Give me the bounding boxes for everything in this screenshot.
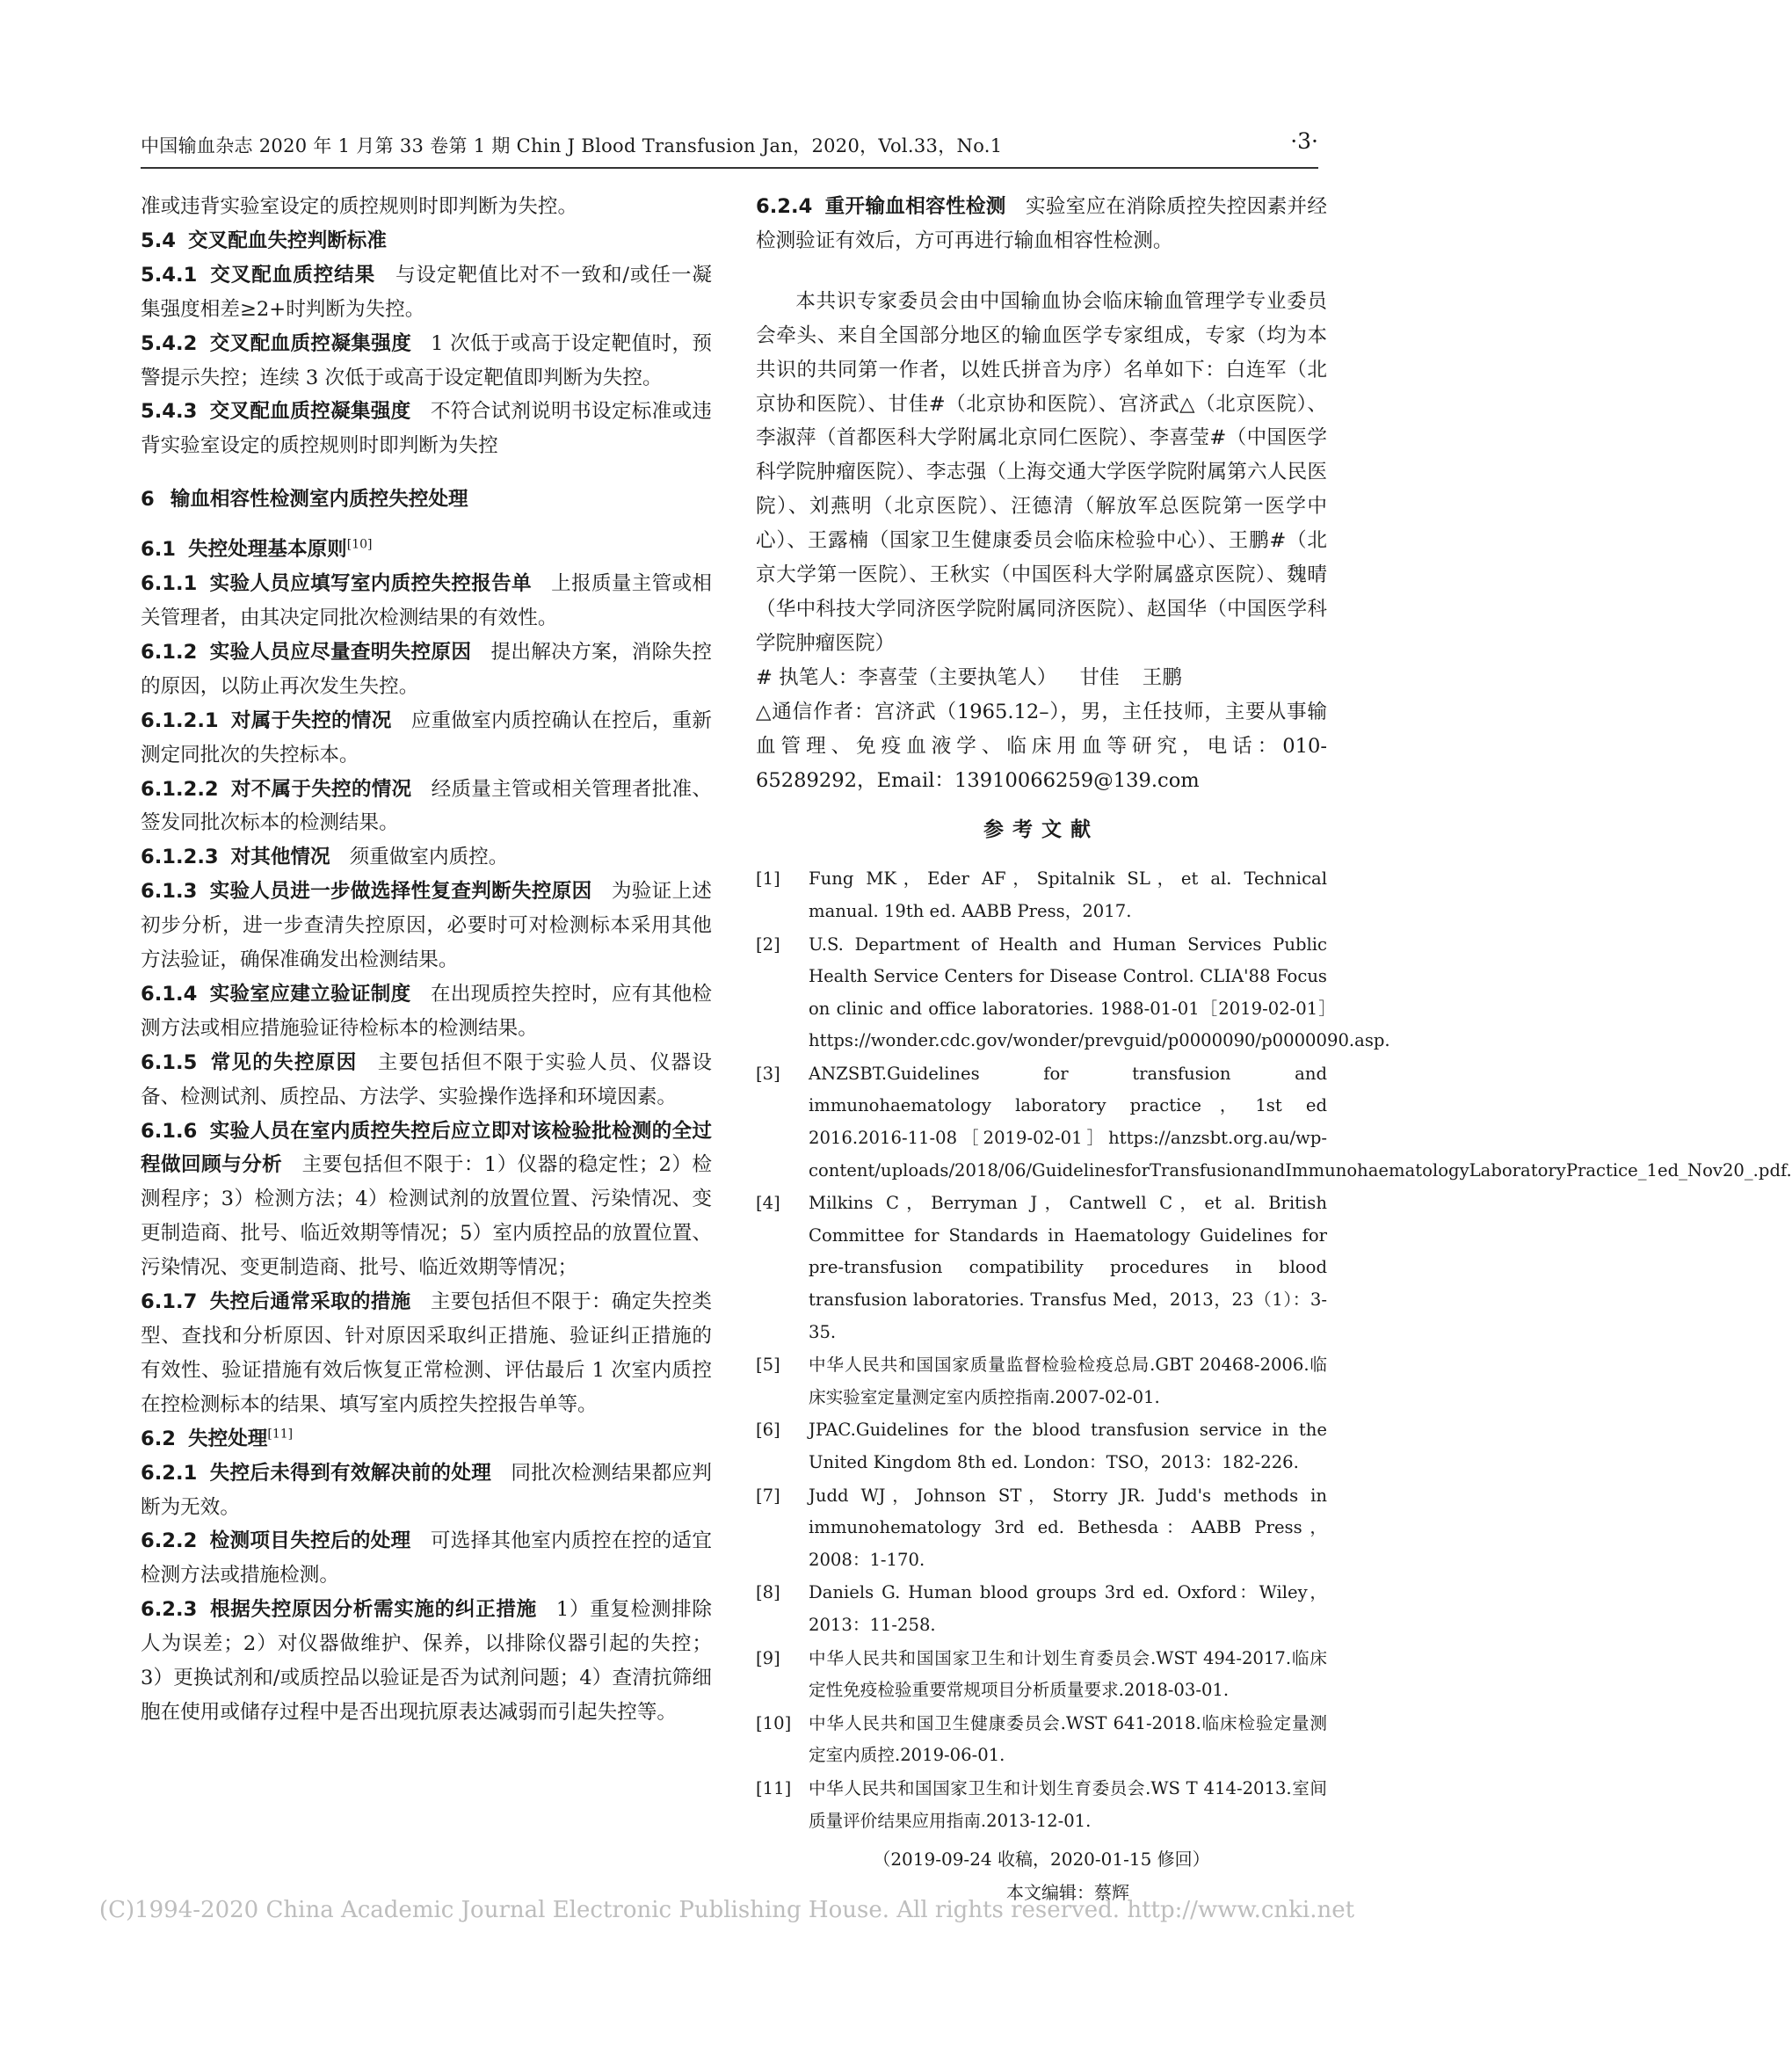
reference-item [756,929,1390,1057]
reference-item [756,863,1327,927]
section-text: 主要包括但不限于：1）仪器的稳定性；2）检测程序；3）检测方法；4）检测试剂的放置位置、污染情况、变更制造商、批号、临近效期等情况；5）室内质控品的放置位置、污染情况、变更制造商、批号、临近效期等情况； [141,1153,712,1280]
section-number: 6.1.2.3 [141,846,219,869]
copyright-footer: (C)1994-2020 China Academic Journal Electronic Publishing House. All rights reserved. http://www.cnki.net [98,1897,1355,1923]
citation-ref: [11] [267,1427,294,1442]
reference-number: [1] [756,868,780,890]
section-text: 提出解决方案，消除失控的原因，以防止再次发生失控。 [141,640,713,698]
section-text: 在出现质控失控时，应有其他检测方法或相应措施验证待检标本的检测结果。 [141,982,713,1040]
section-number: 6.1.6 [141,1119,198,1143]
reference-text: Milkins C，Berryman J，Cantwell C，et al. British Committee for Standards in Haematology Guidelines for pre-transfusion compatibility procedures in blood transfusion laboratories. Transfus Med，2013，23（1）：3-35. [809,1193,1327,1342]
section-title: 失控后未得到有效解决前的处理 [209,1461,492,1485]
section-title: 输血相容性检测室内质控失控处理 [170,488,468,512]
reference-item [756,1188,1327,1348]
section-number: 5.4.1 [141,263,198,287]
reference-text: Daniels G. Human blood groups 3rd ed. Oxford：Wiley，2013：11-258. [809,1582,1327,1635]
reference-text: 中华人民共和国国家卫生和计划生育委员会.WST 494-2017.临床定性免疫检验重要常规项目分析质量要求.2018-03-01. [809,1647,1327,1701]
section-text: 应重做室内质控确认在控后，重新测定同批次的失控标本。 [141,708,713,766]
section-number: 6.2.1 [141,1461,198,1485]
section-title: 失控后通常采取的措施 [209,1290,411,1314]
section-title: 对属于失控的情况 [230,708,392,732]
writers-line [756,661,1327,695]
section-number: 6.1.7 [141,1290,198,1314]
section-text: 主要包括但不限于：确定失控类型、查找和分析原因、针对原因采取纠正措施、验证纠正措施的有效性、验证措施有效后恢复正常检测、评估最后 1 次室内质控在控检测标本的结果、填写室内质控失控报告单等。 [141,1290,713,1416]
section-6-1-5 [141,1046,712,1115]
section-title: 实验人员在室内质控失控后应立即对该检验批检测的全过程做回顾与分析 [141,1119,712,1177]
section-6-1-2-1 [141,704,712,773]
paragraph-continuation: 准或违背实验室设定的质控规则时即判断为失控。 [141,195,578,218]
reference-item [756,1349,1327,1413]
section-number: 5.4.3 [141,400,198,424]
section-6-1-1 [141,567,712,636]
section-text: 实验室应在消除质控失控因素并经检测验证有效后，方可再进行输血相容性检测。 [756,195,1328,252]
running-header [141,128,1318,163]
section-text: 上报质量主管或相关管理者，由其决定同批次检测结果的有效性。 [141,572,713,629]
section-text: 1）重复检测排除人为误差；2）对仪器做维护、保养，以排除仪器引起的失控；3）更换试剂和/或质控品以验证是否为试剂问题；4）查清抗筛细胞在使用或储存过程中是否出现抗原表达减弱而引起失控等。 [141,1598,713,1724]
journal-citation: 中国输血杂志 2020 年 1 月第 33 卷第 1 期 Chin J Blood Transfusion Jan，2020，Vol.33，No.1 [141,135,1003,156]
section-5-4-1 [141,258,712,327]
reference-text: 中华人民共和国卫生健康委员会.WST 641-2018.临床检验定量测定室内质控.2019-06-01. [809,1712,1327,1766]
section-6-2-2 [141,1524,712,1593]
section-number: 6.1.2 [141,640,198,664]
section-text: 主要包括但不限于实验人员、仪器设备、检测试剂、质控品、方法学、实验操作选择和环境因素。 [141,1050,712,1108]
editor-line: 本文编辑：蔡辉 [1006,1882,1129,1904]
reference-item [756,1414,1327,1478]
section-number: 6.1.2.1 [141,708,219,732]
reference-text: Fung MK，Eder AF，Spitalnik SL，et al. Technical manual. 19th ed. AABB Press，2017. [809,868,1327,921]
reference-number: [10] [756,1712,792,1733]
section-text: 1 次低于或高于设定靶值时，预警提示失控；连续 3 次低于或高于设定靶值即判断为失控。 [141,331,713,389]
section-number: 6.1.2.2 [141,777,219,801]
section-number: 6.2.4 [756,195,813,218]
reference-item [756,1058,1792,1187]
section-title: 常见的失控原因 [209,1050,358,1074]
reference-number: [4] [756,1193,780,1214]
section-text: 须重做室内质控。 [349,846,509,869]
section-text: 可选择其他室内质控在控的适宜检测方法或措施检测。 [141,1529,713,1587]
reference-number: [8] [756,1582,780,1603]
section-6-1-2 [141,636,712,704]
section-title: 交叉配血失控判断标准 [188,229,387,252]
section-number: 5.4 [141,229,177,252]
section-number: 5.4.2 [141,331,198,355]
reference-item [756,1643,1327,1707]
section-6-1-6 [141,1115,712,1286]
reference-number: [5] [756,1355,780,1376]
reference-text: Judd WJ，Johnson ST，Storry JR. Judd's methods in immunohematology 3rd ed. Bethesda：AABB Press，2008：1-170. [809,1485,1327,1570]
section-text: 同批次检测结果都应判断为无效。 [141,1461,713,1519]
section-number: 6.1.5 [141,1050,198,1074]
section-6-2-1 [141,1457,712,1525]
section-6-1 [141,533,712,567]
section-number: 6.2.2 [141,1529,198,1553]
received-date: （2019-09-24 收稿，2020-01-15 修回） [873,1849,1210,1871]
section-number: 6.1.3 [141,880,198,904]
references-heading: 参考文献 [983,818,1099,842]
reference-number: [6] [756,1420,780,1441]
reference-item [756,1773,1327,1837]
section-title: 失控处理基本原则 [188,538,347,562]
page-number: ·3· [1290,128,1318,154]
reference-list [756,863,1792,1837]
corresponding-author: △通信作者：宫济武（1965.12–），男，主任技师，主要从事输血管理、免疫血液学、临床用血等研究，电话：010-65289292，Email：13910066259@139.com [756,700,1327,792]
reference-item [756,1708,1327,1772]
section-6-1-2-2 [141,773,712,841]
section-title: 重开输血相容性检测 [824,195,1006,218]
section-6-2 [141,1422,712,1457]
reference-text: JPAC.Guidelines for the blood transfusion service in the United Kingdom 8th ed. London：TSO，2013：182-226. [809,1420,1327,1472]
section-title: 实验人员进一步做选择性复查判断失控原因 [209,880,592,904]
reference-text: 中华人民共和国国家质量监督检验检疫总局.GBT 20468-2006.临床实验室定量测定室内质控指南.2007-02-01. [809,1355,1327,1407]
section-5-4-2 [141,327,712,396]
section-6-1-2-3 [141,840,712,875]
reference-number: [7] [756,1485,780,1506]
section-text: 与设定靶值比对不一致和/或任一凝集强度相差≥2+时判断为失控。 [141,263,712,321]
reference-number: [2] [756,934,780,955]
section-title: 根据失控原因分析需实施的纠正措施 [209,1598,537,1622]
section-text: 不符合试剂说明书设定标准或违背实验室设定的质控规则时即判断为失控 [141,400,713,458]
reference-number: [9] [756,1647,780,1668]
section-5-4 [141,224,712,258]
section-number: 6.1 [141,538,177,562]
writers-label: # 执笔人：李喜莹（主要执笔人） [756,665,1057,689]
section-title: 对不属于失控的情况 [230,777,412,801]
reference-number: [3] [756,1063,780,1084]
writer-name: 甘佳 [1079,665,1120,689]
reference-item [756,1480,1327,1577]
section-number: 6.2 [141,1427,177,1450]
right-column [756,190,1792,1909]
section-6-1-4 [141,977,712,1046]
section-number: 6.1.1 [141,572,198,596]
section-number: 6 [141,488,155,512]
section-title: 交叉配血质控凝集强度 [209,400,411,424]
section-6-2-3 [141,1593,712,1730]
section-5-4-3 [141,395,712,463]
section-text: 经质量主管或相关管理者批准、签发同批次标本的检测结果。 [141,777,713,835]
section-title: 交叉配血质控结果 [209,263,376,287]
reference-text: U.S. Department of Health and Human Services Public Health Service Centers for Disease Control. CLIA'88 Focus on clinic and office laboratories. 1988-01-01［2019-02-01］https://wonder.cdc.gov/wonder/prevguid/p0000090/p0000090.asp. [809,934,1390,1051]
reference-text: ANZSBT.Guidelines for transfusion and immunohaematology laboratory practice，1st ed 2016.2016-11-08［2019-02-01］https://anzsbt.org.au/wp-content/uploads/2018/06/GuidelinesforTransfusionandImmunohaematologyLaboratoryPractice_1ed_Nov20_.pdf. [809,1063,1792,1181]
section-title: 实验人员应填写室内质控失控报告单 [209,572,532,596]
header-rule [141,167,1318,169]
section-6-2-4 [756,190,1327,258]
section-number: 6.2.3 [141,1598,198,1622]
section-6-1-3 [141,875,712,977]
reference-number: [11] [756,1777,792,1798]
section-text: 为验证上述初步分析，进一步查清失控原因，必要时可对检测标本采用其他方法验证，确保准确发出检测结果。 [141,880,713,972]
section-title: 实验人员应尽量查明失控原因 [209,640,472,664]
section-number: 6.1.4 [141,982,198,1006]
expert-committee-paragraph: 本共识专家委员会由中国输血协会临床输血管理学专业委员会牵头、来自全国部分地区的输血医学专家组成，专家（均为本共识的共同第一作者，以姓氏拼音为序）名单如下：白连军（北京协和医院）、甘佳#（北京协和医院）、宫济武△（北京医院）、李淑萍（首都医科大学附属北京同仁医院）、李喜莹#（中国医学科学院肿瘤医院）、李志强（上海交通大学医学院附属第六人民医院）、刘燕明（北京医院）、汪德清（解放军总医院第一医学中心）、王露楠（国家卫生健康委员会临床检验中心）、王鹏#（北京大学第一医院）、王秋实（中国医科大学附属盛京医院）、魏晴（华中科技大学同济医学院附属同济医院）、赵国华（中国医学科学院肿瘤医院） [756,289,1327,655]
section-title: 失控处理 [188,1427,268,1450]
section-title: 对其他情况 [230,846,330,869]
reference-item [756,1577,1327,1641]
section-6-1-7 [141,1285,712,1422]
section-title: 交叉配血质控凝集强度 [209,331,412,355]
writer-name: 王鹏 [1142,665,1182,689]
citation-ref: [10] [346,537,373,552]
section-title: 实验室应建立验证制度 [209,982,411,1006]
section-6 [141,483,712,517]
left-column [141,190,712,1730]
reference-text: 中华人民共和国国家卫生和计划生育委员会.WS T 414-2013.室间质量评价结果应用指南.2013-12-01. [809,1777,1327,1831]
section-title: 检测项目失控后的处理 [209,1529,411,1553]
